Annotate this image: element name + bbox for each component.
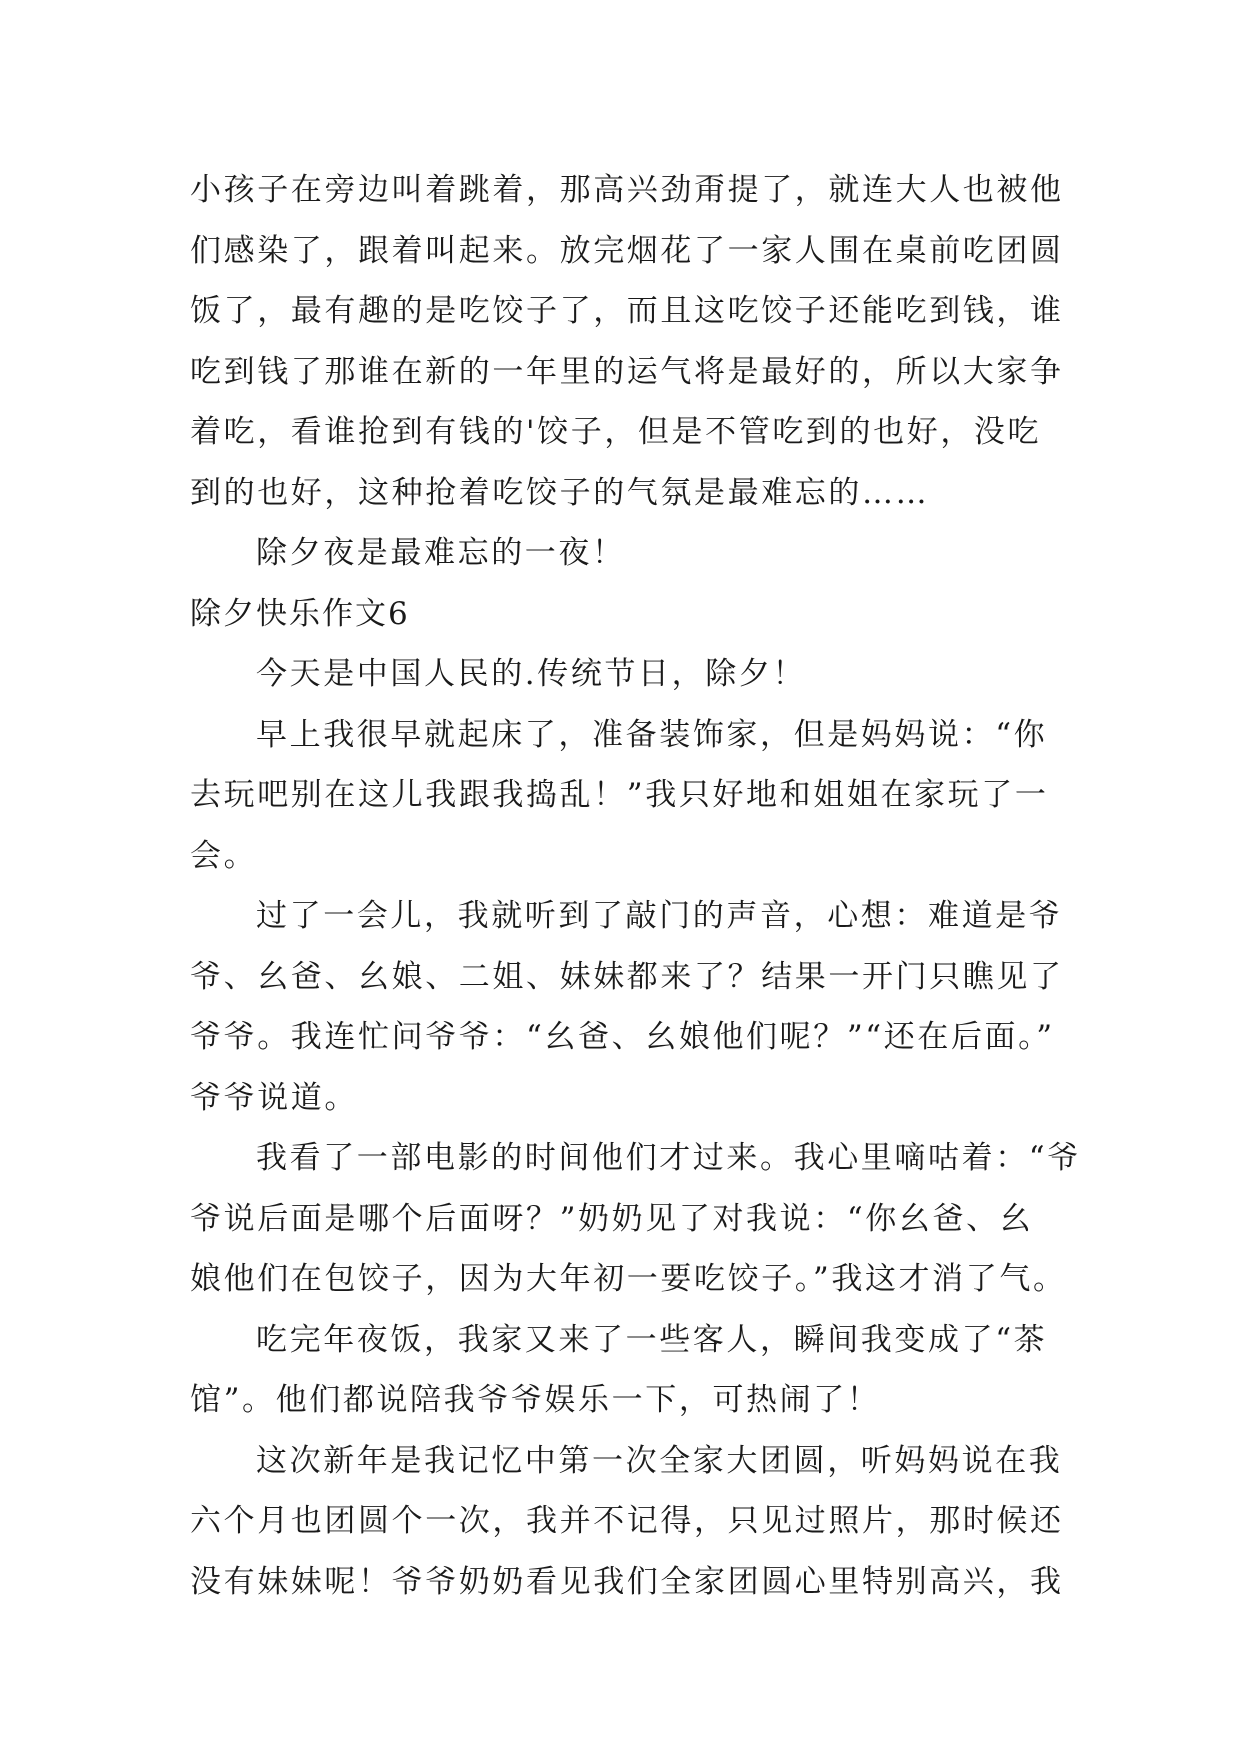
paragraph-line: 今天是中国人民的.传统节日，除夕！ bbox=[256, 656, 807, 692]
text-line: 馆”。他们都说陪我爷爷娱乐一下，可热闹了！ bbox=[190, 1382, 881, 1418]
paragraph-line: 除夕夜是最难忘的一夜！ bbox=[256, 535, 626, 571]
paragraph-line: 过了一会儿，我就听到了敲门的声音，心想：难道是爷 bbox=[256, 898, 1063, 934]
text-line: 会。 bbox=[190, 837, 258, 874]
text-line: 着吃，看谁抢到有钱的'饺子，但是不管吃到的也好，没吃 bbox=[190, 414, 1042, 450]
text-line: 吃到钱了那谁在新的一年里的运气将是最好的，所以大家争 bbox=[190, 353, 1064, 390]
text-line: 爷、幺爸、幺娘、二姐、妹妹都来了？结果一开门只瞧见了 bbox=[190, 958, 1064, 995]
paragraph-line: 早上我很早就起床了，准备装饰家，但是妈妈说：“你 bbox=[256, 716, 1048, 753]
text-line: 去玩吧别在这儿我跟我捣乱！”我只好地和姐姐在家玩了一 bbox=[190, 777, 1049, 813]
document-page bbox=[190, 160, 1081, 1612]
text-line: 爷爷说道。 bbox=[190, 1079, 358, 1116]
text-line: 娘他们在包饺子，因为大年初一要吃饺子。”我这才消了气。 bbox=[190, 1261, 1067, 1297]
text-line: 爷说后面是哪个后面呀？”奶奶见了对我说：“你幺爸、幺 bbox=[190, 1200, 1034, 1237]
text-line: 小孩子在旁边叫着跳着，那高兴劲甭提了，就连大人也被他 bbox=[190, 172, 1064, 208]
text-line: 们感染了，跟着叫起来。放完烟花了一家人围在桌前吃团圆 bbox=[190, 232, 1064, 269]
paragraph-line: 吃完年夜饭，我家又来了一些客人，瞬间我变成了“茶 bbox=[256, 1321, 1048, 1358]
text-line: 没有妹妹呢！爷爷奶奶看见我们全家团圆心里特别高兴，我 bbox=[190, 1563, 1064, 1600]
text-line: 到的也好，这种抢着吃饺子的气氛是最难忘的…… bbox=[190, 474, 930, 511]
text-line: 爷爷。我连忙问爷爷：“幺爸、幺娘他们呢？”“还在后面。” bbox=[190, 1019, 1055, 1055]
section-heading: 除夕快乐作文6 bbox=[190, 595, 410, 632]
paragraph-line: 这次新年是我记忆中第一次全家大团圆，听妈妈说在我 bbox=[256, 1442, 1063, 1479]
paragraph-line: 我看了一部电影的时间他们才过来。我心里嘀咕着：“爷 bbox=[256, 1140, 1081, 1176]
text-line: 六个月也团圆个一次，我并不记得，只见过照片，那时候还 bbox=[190, 1503, 1064, 1539]
text-line: 饭了，最有趣的是吃饺子了，而且这吃饺子还能吃到钱，谁 bbox=[190, 293, 1064, 329]
